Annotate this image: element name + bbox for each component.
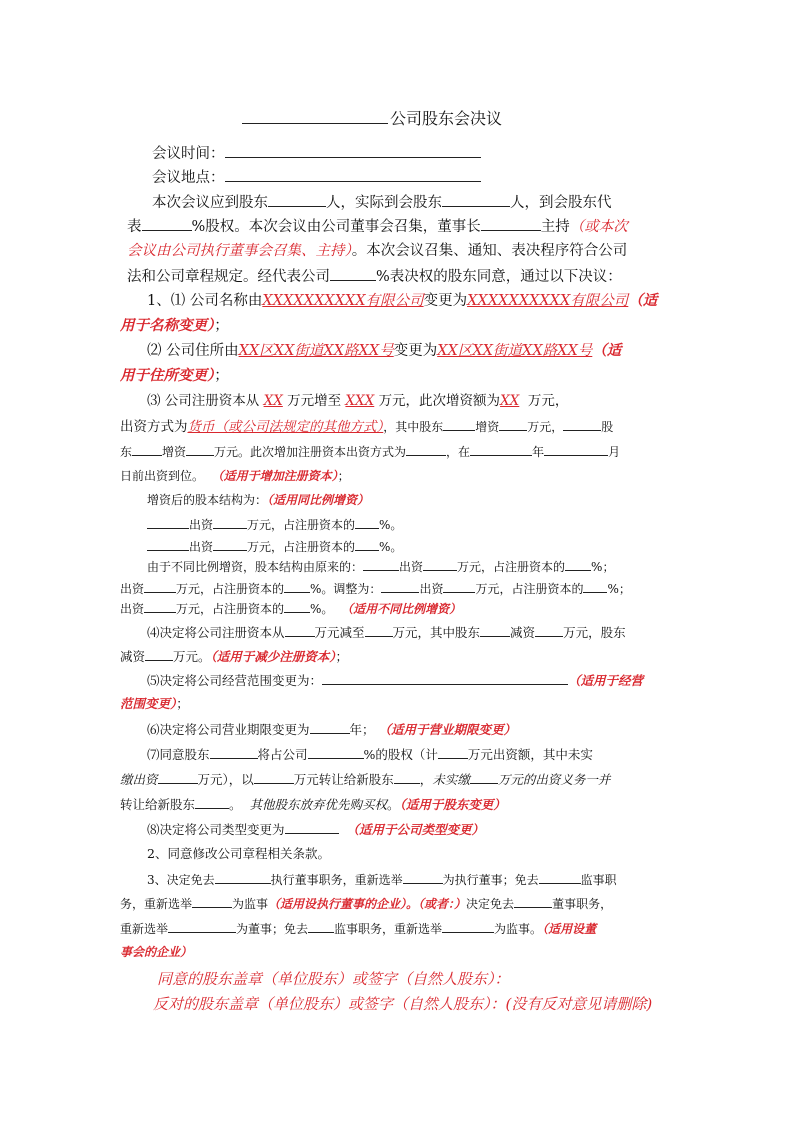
resolution-capital-increase-4: 日前出资到位。 （适用于增加注册资本）； [120,469,350,483]
resolution-name-change-note: 用于名称变更）； [120,317,229,334]
vote-percent-blank[interactable] [330,266,376,281]
resolution-type-change: ⑻决定将公司类型变更为 （适用于公司类型变更） [147,819,484,840]
old-address[interactable]: XX区XX街道XX路XX号 [238,343,394,359]
equity-unequal-1: 由于不同比例增资，股本结构由原来的： 出资 万元，占注册资本的 %； [147,556,614,577]
new-company-name[interactable]: XXXXXXXXXX有限公司 [467,293,629,309]
resolution-capital-increase-1: ⑶ 公司注册资本从 XX 万元增至 XXX 万元，此次增资额为XX 万元， [147,393,569,409]
old-company-name[interactable]: XXXXXXXXXX有限公司 [262,293,424,309]
resolution-capital-decrease-2: 减资 万元。（适用于减少注册资本）； [120,646,348,667]
resolution-directors-2: 务，重新选举 为监事（适用设执行董事的企业）。（或者：）决定免去 董事职务， [120,893,612,914]
resolution-articles-amend: 2、同意修改公司章程相关条款。 [147,846,330,861]
resolution-address-change: ⑵ 公司住所由XX区XX街道XX路XX号变更为XX区XX街道XX路XX号（适 [147,342,622,359]
resolution-transfer-1: ⑺同意股东 将占公司 %的股权（计 万元出资额，其中未实 [147,744,593,765]
chairman-blank[interactable] [481,216,541,231]
equity-row-1: 出资 万元，占注册资本的 %。 [147,514,402,535]
agree-signature-line: 同意的股东盖章（单位股东）或签字（自然人股东）： [157,970,510,988]
equity-row-2: 出资 万元，占注册资本的 %。 [147,536,402,557]
resolution-directors-1: 3、决定免去 执行董事职务，重新选举 为执行董事；免去 监事职 [147,869,617,890]
resolution-scope-change: ⑸决定将公司经营范围变更为： （适用于经营 [147,670,643,691]
resolution-capital-increase-3: 东 增资 万元。此次增加注册资本出资方式为 ，在 年 月 [120,441,620,462]
intro-line-1: 本次会议应到股东 人，实际到会股东 人，到会股东代 [152,192,612,213]
present-shareholders-blank[interactable] [442,192,510,207]
resolution-capital-increase-2: 出资方式为货币（或公司法规定的其他方式），其中股东 增资 万元， 股 [120,416,613,437]
new-address[interactable]: XX区XX街道XX路XX号 [437,343,593,359]
intro-line-2: 表 %股权。本次会议由公司董事会召集，董事长 主持（或本次 [127,216,628,237]
resolution-scope-change-note: 范围变更）； [120,696,189,711]
meeting-time-row [152,143,481,164]
meeting-place-row [152,167,481,188]
intro-line-3: 会议由公司执行董事会召集、主持）。本次会议召集、通知、表决程序符合公司 [127,243,628,259]
share-percent-blank[interactable] [142,216,192,231]
title-text: 公司股东会决议 [390,109,503,128]
meeting-place-blank[interactable] [225,167,481,182]
intro-line-4: 法和公司章程规定。经代表公司 %表决权的股东同意，通过以下决议： [127,266,622,287]
due-shareholders-blank[interactable] [268,192,326,207]
resolution-name-change: 1、⑴ 公司名称由XXXXXXXXXX有限公司变更为XXXXXXXXXX有限公司（适 [147,292,658,309]
resolution-directors-4: 事会的企业） [120,945,193,959]
company-name-blank[interactable] [242,107,388,124]
business-scope-blank[interactable] [322,670,568,685]
page-title [242,106,502,129]
resolution-address-change-note: 用于住所变更）； [120,367,229,384]
meeting-time-label: 会议时间： [152,146,225,162]
equity-structure-heading: 增资后的股本结构为：（适用同比例增资） [147,493,370,507]
resolution-term-change: ⑹决定将公司营业期限变更为 年； （适用于营业期限变更） [147,719,516,740]
resolution-capital-decrease-1: ⑷决定将公司注册资本从 万元减至 万元，其中股东 减资 万元，股东 [147,622,626,643]
meeting-time-blank[interactable] [225,143,481,158]
resolution-transfer-2: 缴出资 万元），以 万元转让给新股东 ，未实缴 万元的出资义务一并 [120,769,610,790]
resolution-directors-3: 重新选举 为董事；免去 监事职务，重新选举 为监事。（适用设董 [120,918,596,939]
equity-unequal-3: 出资 万元，占注册资本的 %。 （适用不同比例增资） [120,598,461,619]
oppose-signature-line: 反对的股东盖章（单位股东）或签字（自然人股东）：(没有反对意见请删除) [153,995,653,1013]
meeting-place-label: 会议地点： [152,170,225,186]
equity-unequal-2: 出资 万元，占注册资本的 %。调整为： 出资 万元，占注册资本的 %； [120,578,631,599]
resolution-transfer-3: 转让给新股东 。 其他股东放弃优先购买权。（适用于股东变更） [120,794,506,815]
